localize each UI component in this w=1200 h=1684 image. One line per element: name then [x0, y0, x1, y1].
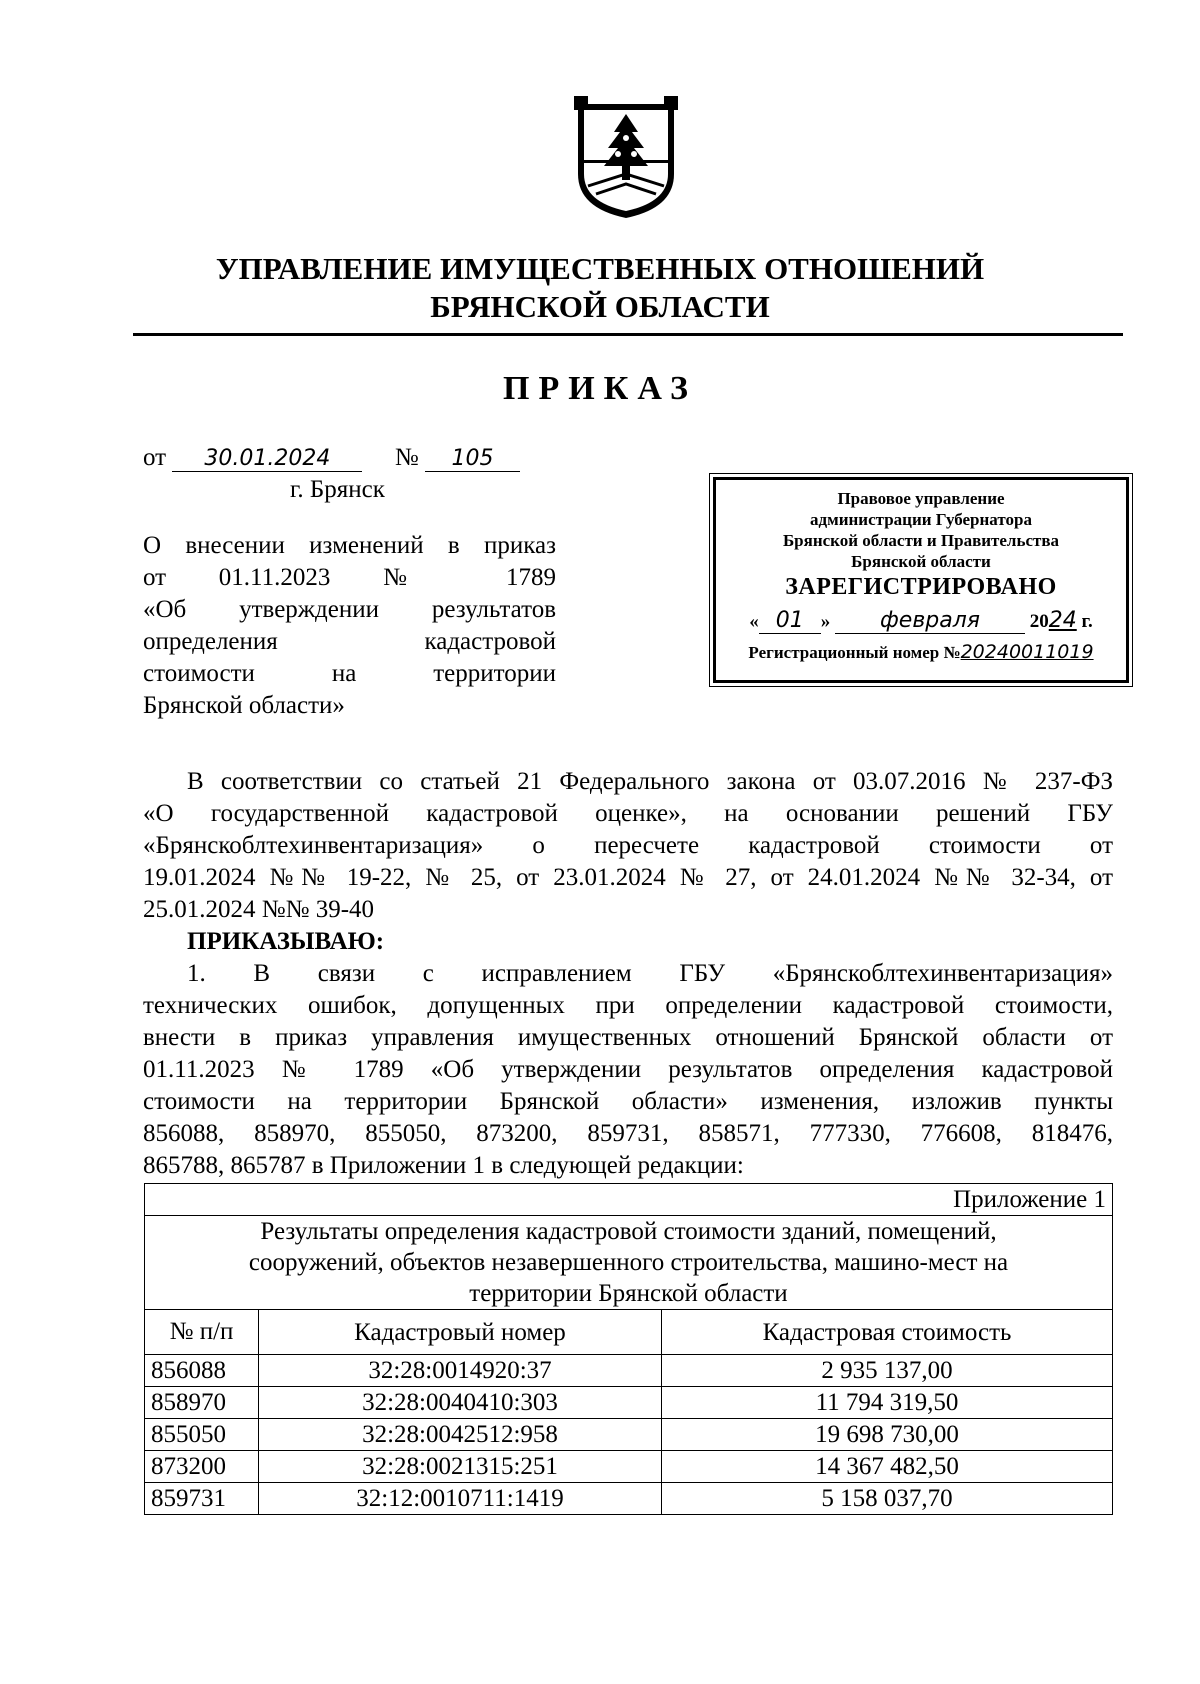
number-handwritten: 105	[425, 447, 520, 472]
table-row	[145, 1355, 1113, 1387]
stamp-reg-line	[716, 637, 1126, 668]
date-prefix: от	[143, 444, 167, 471]
table-cell: 32:12:0010711:1419	[259, 1483, 662, 1515]
preamble-line: «Брянскоблтехинвентаризация» о пересчете кадастровой стоимости от	[143, 832, 1113, 859]
subject-line: «Об утверждении результатов	[143, 596, 557, 623]
stamp-month: февраля	[835, 609, 1025, 634]
stamp-line: Правовое управление	[837, 489, 1005, 508]
subject-line: Брянской области»	[143, 692, 345, 719]
table-cell: 856088	[145, 1355, 259, 1387]
table-row	[145, 1451, 1113, 1483]
stamp-year-suffix: 24	[1048, 608, 1077, 633]
coat-of-arms-icon-graphic	[574, 96, 678, 220]
table-row	[145, 1483, 1113, 1515]
appendix-title-line: Результаты определения кадастровой стоимости зданий, помещений,	[260, 1218, 997, 1245]
stamp-date-line: « 01 » февраля 2024 г.	[749, 608, 1093, 633]
table-cell: 11 794 319,50	[662, 1387, 1113, 1419]
column-header: Кадастровая стоимость	[662, 1310, 1113, 1355]
table-cell: 858970	[145, 1387, 259, 1419]
table-cell: 32:28:0021315:251	[259, 1451, 662, 1483]
appendix-title-line: сооружений, объектов незавершенного строительства, машино-мест на	[248, 1249, 1009, 1276]
subject-line: определения кадастровой	[143, 628, 556, 655]
stamp-year-unit: г.	[1081, 611, 1093, 632]
appendix-label: Приложение 1	[145, 1184, 1113, 1216]
item1-line: 856088, 858970, 855050, 873200, 859731, 858571, 777330, 776608, 818476,	[143, 1120, 1113, 1147]
stamp-reg-number: 20240011019	[960, 641, 1094, 663]
preamble-line: 25.01.2024 №№ 39-40	[143, 896, 375, 923]
column-header: Кадастровый номер	[259, 1310, 662, 1355]
preamble-line: «О государственной кадастровой оценке», на основании решений ГБУ	[143, 800, 1113, 827]
header-divider	[133, 333, 1123, 336]
stamp-day: 01	[759, 609, 821, 634]
table-row	[145, 1419, 1113, 1451]
item1-line: 865788, 865787 в Приложении 1 в следующей редакции:	[143, 1152, 744, 1179]
column-header: № п/п	[145, 1310, 259, 1355]
item1-line: 1. В связи с исправлением ГБУ «Брянскоблтехинвентаризация»	[187, 960, 1113, 987]
stamp-line: Брянской области и Правительства	[782, 531, 1060, 550]
org-name-line2: БРЯНСКОЙ ОБЛАСТИ	[430, 289, 770, 324]
appendix-table	[144, 1183, 1113, 1515]
table-cell: 32:28:0040410:303	[259, 1387, 662, 1419]
item1-line: внести в приказ управления имущественных отношений Брянской области от	[143, 1024, 1113, 1051]
subject-line: О внесении изменений в приказ	[143, 532, 556, 559]
table-header-row	[145, 1310, 1113, 1355]
item1-line: стоимости на территории Брянской области» изменения, изложив пункты	[143, 1088, 1113, 1115]
registration-stamp	[713, 477, 1129, 683]
item1-line: технических ошибок, допущенных при определении кадастровой стоимости,	[143, 992, 1113, 1019]
stamp-year-prefix: 20	[1029, 611, 1049, 632]
table-cell: 2 935 137,00	[662, 1355, 1113, 1387]
document-title: ПРИКАЗ	[503, 370, 697, 407]
appendix-title	[145, 1216, 1113, 1310]
date-number-line	[143, 442, 520, 474]
table-cell: 859731	[145, 1483, 259, 1515]
table-cell: 855050	[145, 1419, 259, 1451]
org-name-line1: УПРАВЛЕНИЕ ИМУЩЕСТВЕННЫХ ОТНОШЕНИЙ	[215, 251, 985, 286]
subject-line: от 01.11.2023 № 1789	[143, 564, 557, 591]
table-row	[145, 1387, 1113, 1419]
subject-line: стоимости на территории	[143, 660, 557, 687]
table-cell: 32:28:0014920:37	[259, 1355, 662, 1387]
stamp-line: администрации Губернатора	[810, 510, 1032, 529]
city: г. Брянск	[290, 476, 385, 503]
table-cell: 873200	[145, 1451, 259, 1483]
table-cell: 14 367 482,50	[662, 1451, 1113, 1483]
stamp-reg-label: Регистрационный номер №	[748, 643, 961, 662]
stamp-line: Брянской области	[851, 552, 991, 571]
appendix-label-row	[145, 1184, 1113, 1216]
table-cell: 19 698 730,00	[662, 1419, 1113, 1451]
table-cell: 32:28:0042512:958	[259, 1419, 662, 1451]
preamble-line: В соответствии со статьей 21 Федерального закона от 03.07.2016 № 237-ФЗ	[187, 768, 1113, 795]
item1-line: 01.11.2023 № 1789 «Об утверждении результатов определения кадастровой	[143, 1056, 1113, 1083]
date-handwritten: 30.01.2024	[172, 447, 362, 472]
order-word: ПРИКАЗЫВАЮ:	[187, 928, 385, 955]
preamble	[143, 766, 1113, 1182]
coat-of-arms-icon	[574, 96, 678, 220]
stamp-status: ЗАРЕГИСТРИРОВАНО	[785, 574, 1057, 600]
appendix-title-line: территории Брянской области	[469, 1280, 788, 1307]
preamble-line: 19.01.2024 №№ 19-22, № 25, от 23.01.2024 № 27, от 24.01.2024 №№ 32-34, от	[143, 864, 1113, 891]
appendix-title-row	[145, 1216, 1113, 1310]
table-cell: 5 158 037,70	[662, 1483, 1113, 1515]
number-prefix: №	[394, 444, 419, 471]
subject-block	[143, 530, 556, 722]
